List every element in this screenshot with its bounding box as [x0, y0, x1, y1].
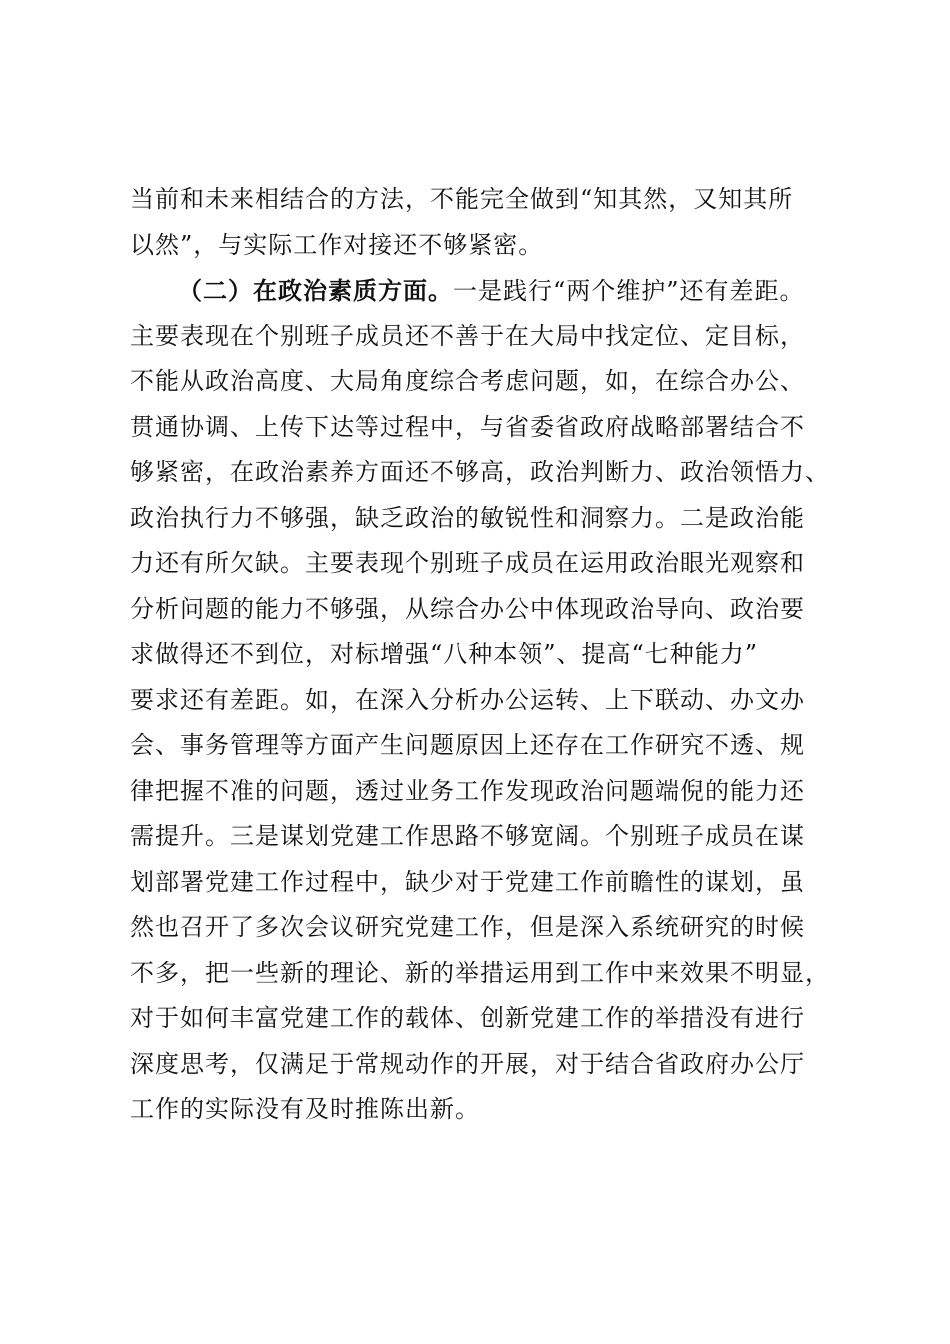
text-line: 划部署党建工作过程中，缺少对于党建工作前瞻性的谋划，虽 [130, 867, 805, 896]
text-line: 政治执行力不够强，缺乏政治的敏锐性和洞察力。二是政治能 [130, 503, 805, 532]
text-line: 主要表现在个别班子成员还不善于在大局中找定位、定目标， [130, 321, 805, 350]
text-line: 深度思考，仅满足于常规动作的开展，对于结合省政府办公厅 [130, 1049, 805, 1078]
text-line: 需提升。三是谋划党建工作思路不够宽阔。个别班子成员在谋 [130, 822, 805, 850]
body-text [130, 177, 830, 1133]
text-line: 工作的实际没有及时推陈出新。 [130, 1095, 480, 1123]
text-line: 力还有所欠缺。主要表现个别班子成员在运用政治眼光观察和 [130, 549, 805, 577]
text-line: 不多，把一些新的理论、新的举措运用到工作中来效果不明显， [130, 958, 830, 987]
text-line: 不能从政治高度、大局角度综合考虑问题，如，在综合办公、 [130, 367, 805, 395]
text-line: 律把握不准的问题，透过业务工作发现政治问题端倪的能力还 [130, 776, 805, 805]
text-line: 贯通协调、上传下达等过程中，与省委省政府战略部署结合不 [130, 412, 805, 441]
text-line: 当前和未来相结合的方法，不能完全做到“知其然，又知其所 [130, 185, 794, 213]
section-heading-line [130, 268, 830, 314]
section-heading: （二）在政治素质方面。 [178, 276, 453, 305]
text-line: 分析问题的能力不够强，从综合办公中体现政治导向、政治要 [130, 594, 805, 623]
text-line: 会、事务管理等方面产生问题原因上还存在工作研究不透、规 [130, 731, 805, 759]
text-line: 求做得还不到位，对标增强“八种本领”、提高“七种能力” [130, 640, 759, 668]
text-line: 然也召开了多次会议研究党建工作，但是深入系统研究的时候 [130, 913, 805, 941]
text-line: 够紧密，在政治素养方面还不够高，政治判断力、政治领悟力、 [130, 458, 830, 486]
text-line: 要求还有差距。如，在深入分析办公运转、上下联动、办文办 [130, 685, 805, 714]
text-line: 对于如何丰富党建工作的载体、创新党建工作的举措没有进行 [130, 1004, 805, 1032]
section-heading-rest: 一是践行“两个维护”还有差距。 [453, 277, 805, 305]
text-line: 以然”，与实际工作对接还不够紧密。 [130, 230, 544, 259]
